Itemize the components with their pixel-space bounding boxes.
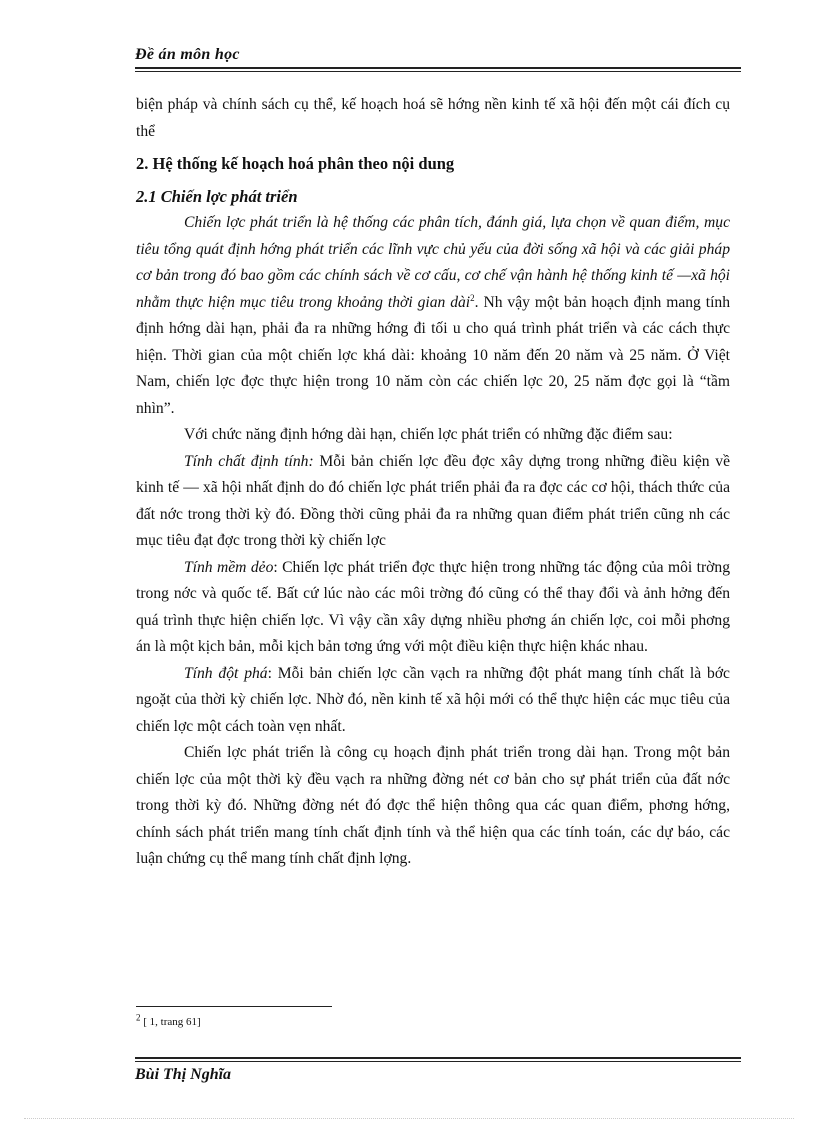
qualitative-label: Tính chất định tính: bbox=[184, 452, 314, 470]
qualitative-text: Mỗi bản chiến lợc đều đợc xây dựng trong những điều kiện về kinh tế — xã hội nhất định do đó chiến lợc phát triển phải đa ra đợc các cơ hội, thách thức của đất nớc trong thời kỳ đó. Đồng thời cũng phải đa ra những quan điểm phát triển cũng nh các mục tiêu đạt đợc trong thời kỳ chiến lợc bbox=[136, 452, 730, 549]
document-body bbox=[136, 92, 730, 873]
footer-rule bbox=[135, 1057, 741, 1062]
paragraph-flexibility bbox=[136, 555, 730, 661]
footnote-separator bbox=[136, 1006, 332, 1007]
footer-author: Bùi Thị Nghĩa bbox=[135, 1066, 232, 1083]
subsection-heading: 2.1 Chiến lợc phát triển bbox=[136, 186, 298, 206]
header-rule bbox=[135, 67, 741, 72]
footnote bbox=[136, 1012, 201, 1028]
continuation-paragraph: biện pháp và chính sách cụ thể, kế hoạch hoá sẽ hớng nền kinh tế xã hội đến một cái đích cụ thể bbox=[136, 96, 730, 140]
paragraph-definition bbox=[136, 210, 730, 422]
definition-italic: Chiến lợc phát triển là hệ thống các phân tích, đánh giá, lựa chọn về quan điểm, mục tiêu tổng quát định hớng phát triển các lĩnh vực chủ yếu của đời sống xã hội và các giải pháp cơ bản trong đó bao gồm các chính sách về cơ cấu, cơ chế vận hành hệ thống kinh tế —xã hội nhằm thực hiện mục tiêu trong khoảng thời gian dài bbox=[136, 214, 730, 311]
breakthrough-label: Tính đột phá bbox=[184, 664, 268, 682]
paragraph-characteristics-intro: Với chức năng định hớng dài hạn, chiến lợc phát triển có những đặc điểm sau: bbox=[184, 426, 673, 443]
header-title: Đề án môn học bbox=[135, 46, 240, 63]
paragraph-breakthrough bbox=[136, 661, 730, 741]
paragraph-tool: Chiến lợc phát triển là công cụ hoạch định phát triển trong dài hạn. Trong một bản chiến lợc của một thời kỳ đều vạch ra những đờng nét cơ bản cho sự phát triển của đất nớc trong thời kỳ đó. Những đờng nét đó đợc thể hiện thông qua các quan điểm, phơng hớng, chính sách phát triển mang tính chất định tính và thể hiện qua các tính toán, các dự báo, các luận chứng cụ thể mang tính chất định lợng. bbox=[136, 744, 730, 867]
page-footer bbox=[135, 1054, 741, 1084]
page-header bbox=[135, 46, 741, 72]
section-heading: 2. Hệ thống kế hoạch hoá phân theo nội dung bbox=[136, 154, 455, 173]
page-bottom-border bbox=[24, 1118, 794, 1119]
paragraph-qualitative bbox=[136, 449, 730, 555]
flexibility-label: Tính mềm dẻo bbox=[184, 558, 274, 576]
definition-rest: . Nh vậy một bản hoạch định mang tính định hớng dài hạn, phải đa ra những hớng đi tối u cho quá trình phát triển và các cách thực hiện. Thời gian của một chiến lợc khá dài: khoảng 10 năm đến 20 năm và 25 năm. Ở Việt Nam, chiến lợc đợc thực hiện trong 10 năm còn các chiến lợc 20, 25 năm đợc gọi là “tầm nhìn”. bbox=[136, 293, 730, 417]
footnote-number: 2 bbox=[136, 1012, 141, 1023]
footnote-ref: 2 bbox=[470, 292, 475, 303]
breakthrough-text: : Mỗi bản chiến lợc cần vạch ra những đột phát mang tính chất là bớc ngoặt của thời kỳ chiến lợc. Nhờ đó, nền kinh tế xã hội mới có thể thực hiện các mục tiêu của chiến lợc một cách toàn vẹn nhất. bbox=[136, 664, 730, 735]
flexibility-text: : Chiến lợc phát triển đợc thực hiện trong những tác động của môi trờng trong nớc và quốc tế. Bất cứ lúc nào các môi trờng đó cũng có thể thay đổi và ảnh hởng đến quá trình thực hiện chiến lợc. Vì vậy cần xây dựng nhiều phơng án chiến lợc, coi mỗi phơng án là một kịch bản, mỗi kịch bản tơng ứng với một điều kiện thực hiện khác nhau. bbox=[136, 558, 731, 655]
footnote-text: [ 1, trang 61] bbox=[140, 1016, 201, 1028]
